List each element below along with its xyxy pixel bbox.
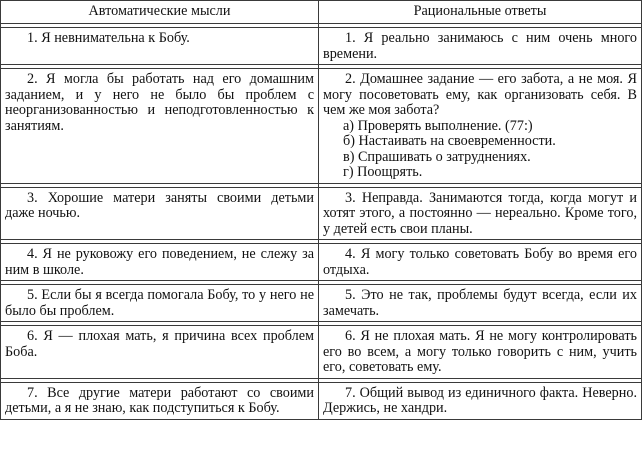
sublist-item: б) Настаивать на своевременности. [343, 133, 556, 149]
thought-text: 1. Я невнимательна к Бобу. [27, 30, 190, 46]
thought-text: 5. Если бы я всегда помогала Бобу, то у него не было бы проблем. [5, 287, 314, 319]
table-row [1, 69, 642, 184]
thought-cell [1, 326, 319, 379]
answer-text: 2. Домашнее задание — его забота, а не моя. Я могу посоветовать ему, как организовать себя. В чем же моя забота? [323, 71, 637, 118]
answer-cell [319, 187, 642, 240]
answer-cell [319, 28, 642, 65]
table-row [1, 244, 642, 281]
table-row [1, 28, 642, 65]
answer-text: 7. Общий вывод из единичного факта. Неверно. Держись, не хандри. [323, 384, 637, 416]
thought-text: 4. Я не руковожу его поведением, не слежу за ним в школе. [5, 246, 314, 278]
answer-text: 4. Я могу только советовать Бобу во время его отдыха. [323, 246, 637, 278]
table-row [1, 326, 642, 379]
sublist-item: в) Спрашивать о затруднениях. [343, 148, 531, 165]
header-automatic-thoughts: Автоматические мысли [1, 1, 319, 24]
answer-sublist [343, 119, 637, 181]
thought-cell [1, 285, 319, 322]
thought-text: 7. Все другие матери работают со своими детьми, а я не знаю, как подступиться к Бобу. [5, 384, 314, 416]
table-row [1, 187, 642, 240]
answer-cell [319, 285, 642, 322]
thought-cell [1, 69, 319, 184]
answer-cell [319, 244, 642, 281]
answer-cell [319, 326, 642, 379]
thought-cell [1, 382, 319, 419]
thought-text: 6. Я — плохая мать, я причина всех проблем Боба. [5, 328, 314, 360]
sublist-item: а) Проверять выполнение. (77:) [343, 117, 533, 134]
answer-cell [319, 382, 642, 419]
thought-cell [1, 244, 319, 281]
sublist-item: г) Поощрять. [343, 164, 423, 180]
thought-text: 3. Хорошие матери заняты своими детьми даже ночью. [5, 189, 314, 221]
answer-cell [319, 69, 642, 184]
answer-text: 6. Я не плохая мать. Я не могу контролировать его во всем, а могу только говорить с ним, учить его, советовать ему. [323, 328, 637, 375]
table-row [1, 285, 642, 322]
thought-cell [1, 187, 319, 240]
table-row [1, 382, 642, 419]
answer-text: 1. Я реально занимаюсь с ним очень много времени. [323, 30, 637, 62]
answer-text: 3. Неправда. Занимаются тогда, когда могут и хотят этого, а постоянно — нереально. Кроме того, у детей есть свои планы. [323, 189, 637, 237]
thought-text: 2. Я могла бы работать над его домашним заданием, и у него не было бы проблем с неорганизованностью и неподготовленностью к занятиям. [5, 71, 314, 134]
thought-cell [1, 28, 319, 65]
answer-text: 5. Это не так, проблемы будут всегда, если их замечать. [323, 287, 637, 319]
header-rational-answers: Рациональные ответы [319, 1, 642, 24]
header-row [1, 1, 642, 24]
